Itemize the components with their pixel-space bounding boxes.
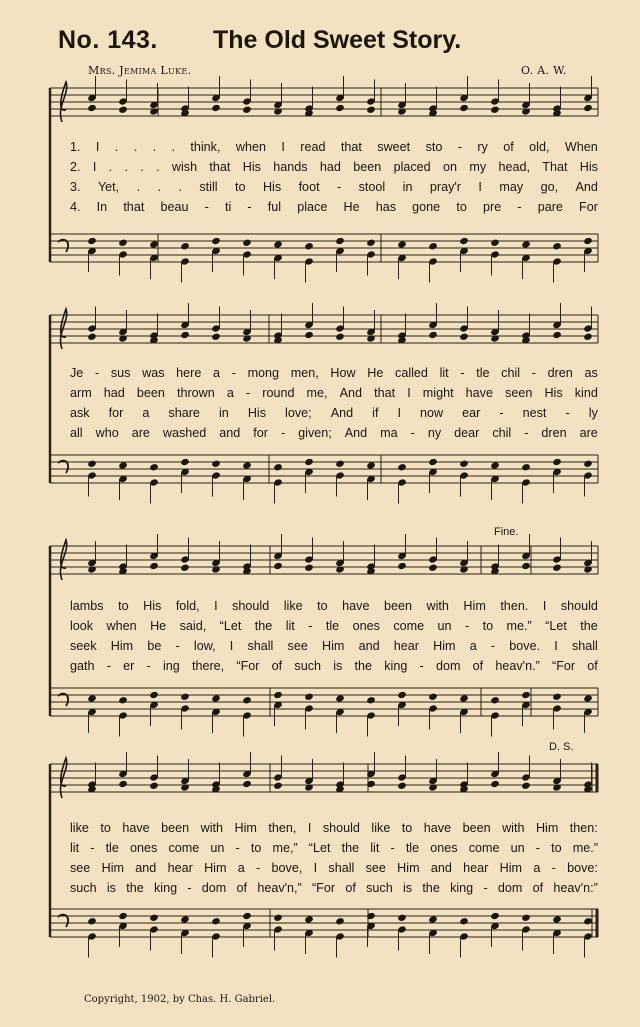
lyric-line: look when He said, “Let the lit - tle ones come un - to me.” “Let the xyxy=(70,619,598,633)
copyright-notice: Copyright, 1902, by Chas. H. Gabriel. xyxy=(84,994,276,1005)
lyric-line: 2. I . . . . wish that His hands had been placed on my head, That His xyxy=(70,160,598,174)
fine-marking: Fine. xyxy=(494,526,519,538)
lyric-line: lit - tle ones come un - to me,” “Let the lit - tle ones come un - to me.” xyxy=(70,841,598,855)
lyric-line: 1. I . . . . think, when I read that sweet sto - ry of old, When xyxy=(70,140,598,154)
lyric-line: Je - sus was here a - mong men, How He called lit - tle chil - dren as xyxy=(70,366,598,380)
lyric-line: gath - er - ing there, “For of such is the king - dom of heav'n.” “For of xyxy=(70,659,598,673)
author-credit: Mrs. Jemima Luke. xyxy=(88,64,192,77)
lyric-line: such is the king - dom of heav'n,” “For of such is the king - dom of heav'n:” xyxy=(70,881,598,895)
lyric-line: all who are washed and for - given; And ma - ny dear chil - dren are xyxy=(70,426,598,440)
lyric-line: lambs to His fold, I should like to have been with Him then. I should xyxy=(70,599,598,613)
composer-credit: O. A. W. xyxy=(521,64,567,77)
ds-marking: D. S. xyxy=(549,741,574,753)
hymn-title: The Old Sweet Story. xyxy=(213,26,462,54)
hymn-number: No. 143. xyxy=(58,26,158,54)
lyric-line: seek Him be - low, I shall see Him and hear Him a - bove. I shall xyxy=(70,639,598,653)
lyric-line: see Him and hear Him a - bove, I shall see Him and hear Him a - bove: xyxy=(70,861,598,875)
lyric-line: 4. In that beau - ti - ful place He has gone to pre - pare For xyxy=(70,200,598,214)
lyric-line: arm had been thrown a - round me, And that I might have seen His kind xyxy=(70,386,598,400)
lyric-line: like to have been with Him then, I should like to have been with Him then: xyxy=(70,821,598,835)
lyric-line: 3. Yet, . . . still to His foot - stool in pray'r I may go, And xyxy=(70,180,598,194)
lyric-line: ask for a share in His love; And if I now ear - nest - ly xyxy=(70,406,598,420)
